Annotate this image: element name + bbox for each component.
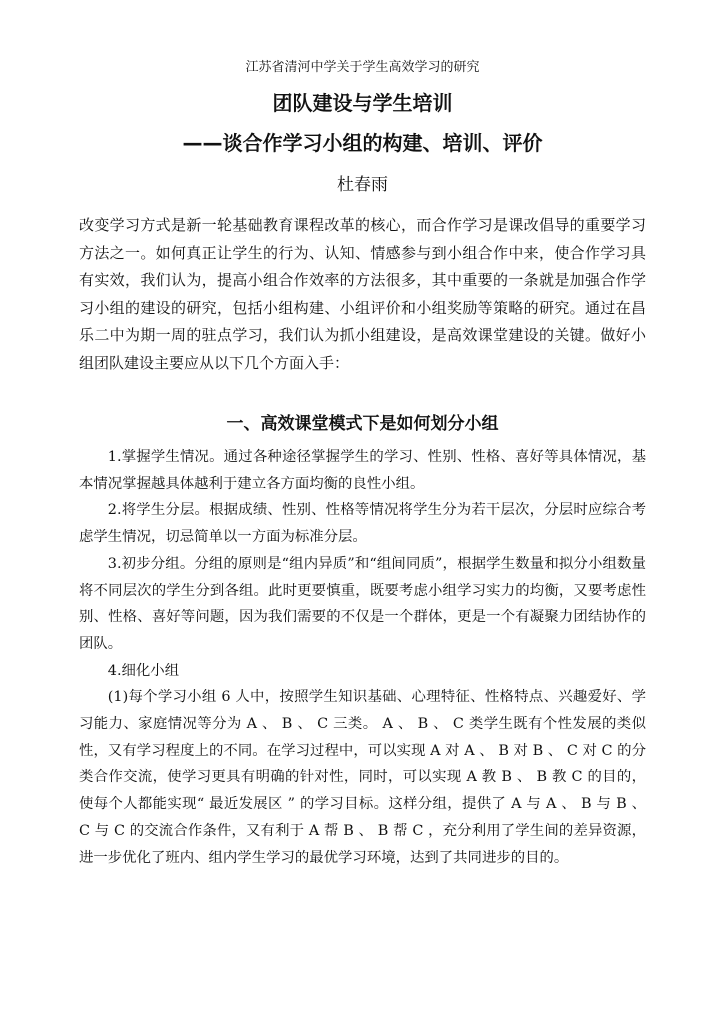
section-heading: 一、高效课堂模式下是如何划分小组 <box>226 414 499 434</box>
document-title: 团队建设与学生培训 <box>272 91 453 115</box>
paragraph-2: 2.将学生分层。根据成绩、性别、性格等情况将学生分为若干层次，分层时应综合考虑学生情况，切忌简单以一方面为标准分层。 <box>79 502 646 546</box>
paragraph-4: 4.细化小组 <box>107 662 180 679</box>
page-header: 江苏省清河中学关于学生高效学习的研究 <box>245 60 480 75</box>
paragraph-1: 1.掌握学生情况。通过各种途径掌握学生的学习、性别、性格、喜好等具体情况，基本情况掌握越具体越利于建立各方面均衡的良性小组。 <box>79 449 646 492</box>
paragraph-3: 3.初步分组。分组的原则是“组内异质”和“组间同质”，根据学生数量和拟分小组数量将不同层次的学生分到各组。此时更要慎重，既要考虑小组学习实力的均衡，又要考虑性别、性格、喜好等问题，因为我们需要的不仅是一个群体，更是一个有凝聚力团结协作的团队。 <box>79 555 646 652</box>
intro-paragraph: 改变学习方式是新一轮基础教育课程改革的核心，而合作学习是课改倡导的重要学习方法之一。如何真正让学生的行为、认知、情感参与到小组合作中来，使合作学习具有实效，我们认为，提高小组合作效率的方法很多，其中重要的一条就是加强合作学习小组的建设的研究，包括小组构建、小组评价和小组奖励等策略的研究。通过在昌乐二中为期一周的驻点学习，我们认为抓小组建设，是高效课堂建设的关键。做好小组团队建设主要应从以下几个方面入手： <box>79 216 646 372</box>
section-body <box>79 444 646 871</box>
author-name: 杜春雨 <box>337 175 388 195</box>
paragraph-5: (1)每个学习小组 6 人中，按照学生知识基础、心理特征、性格特点、兴趣爱好、学习能力、家庭情况等分为 A 、 B 、 C 三类。 A 、 B 、 C 类学生既有个性发展的类似性，又有学习程度上的不同。在学习过程中，可以实现 A 对 A 、 B 对 B 、 C 对 C 的分类合作交流，使学习更具有明确的针对性，同时，可以实现 A 教 B 、 B 教 C 的目的，使每个人都能实现“ 最近发展区 ” 的学习目标。这样分组，提供了 A 与 A 、 B 与 B 、 C 与 C 的交流合作条件，又有利于 A 帮 B 、 B 帮 C ，充分利用了学生间的差异资源，进一步优化了班内、组内学生学习的最优学习环境，达到了共同进步的目的。 <box>79 689 646 866</box>
document-subtitle: ——谈合作学习小组的构建、培训、评价 <box>182 131 543 155</box>
